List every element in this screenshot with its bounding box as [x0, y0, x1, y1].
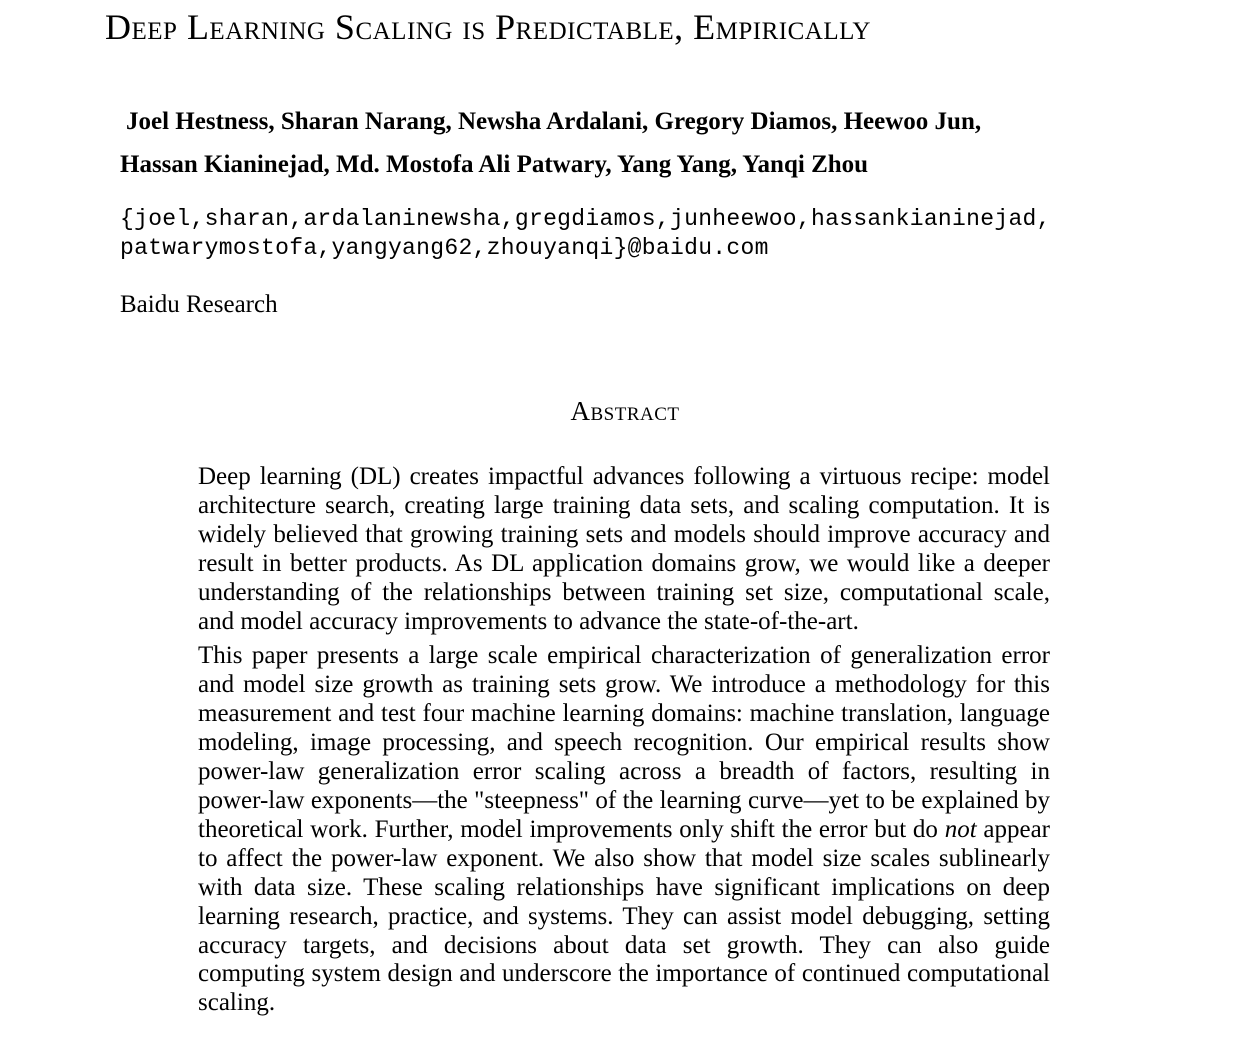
email-line-2: patwarymostofa,yangyang62,zhouyanqi}@baidu.com: [120, 235, 769, 261]
author-list: [120, 100, 981, 186]
abstract-paragraph-2-part-b: appear to affect the power-law exponent. We also show that model size scales sublinearly with data size. These scaling relationships have significant implications on deep learning research, practice, and systems. They can assist model debugging, setting accuracy targets, and decisions about data set growth. They can also guide computing system design and underscore the importance of continued computational scaling.: [198, 815, 1051, 1017]
author-line-2: Hassan Kianinejad, Md. Mostofa Ali Patwary, Yang Yang, Yanqi Zhou: [120, 151, 869, 178]
author-emails: [120, 205, 1051, 263]
abstract-body: [198, 463, 1050, 1024]
abstract-heading: Abstract: [570, 396, 680, 426]
abstract-paragraph-2-part-a: This paper presents a large scale empirical characterization of generalization error and model size growth as training sets grow. We introduce a methodology for this measurement and test four machine learning domains: machine translation, language modeling, image processing, and speech recognition. Our empirical results show power-law generalization error scaling across a breadth of factors, resulting in power-law exponents—the "steepness" of the learning curve—yet to be explained by theoretical work. Further, model improvements only shift the error but do: [198, 642, 1050, 843]
abstract-paragraph-1: Deep learning (DL) creates impactful advances following a virtuous recipe: model architecture search, creating large training data sets, and scaling computation. It is widely believed that growing training sets and models should improve accuracy and result in better products. As DL application domains grow, we would like a deeper understanding of the relationships between training set size, computational scale, and model accuracy improvements to advance the state-of-the-art.: [198, 463, 1050, 635]
email-line-1: {joel,sharan,ardalaninewsha,gregdiamos,junheewoo,hassankianinejad,: [120, 206, 1051, 232]
author-line-1: Joel Hestness, Sharan Narang, Newsha Ardalani, Gregory Diamos, Heewoo Jun,: [126, 108, 982, 135]
paper-title: Deep Learning Scaling is Predictable, Empirically: [105, 7, 871, 47]
abstract-paragraph-2: [198, 642, 1050, 1018]
abstract-emphasis: not: [944, 815, 977, 843]
affiliation: Baidu Research: [120, 291, 278, 318]
